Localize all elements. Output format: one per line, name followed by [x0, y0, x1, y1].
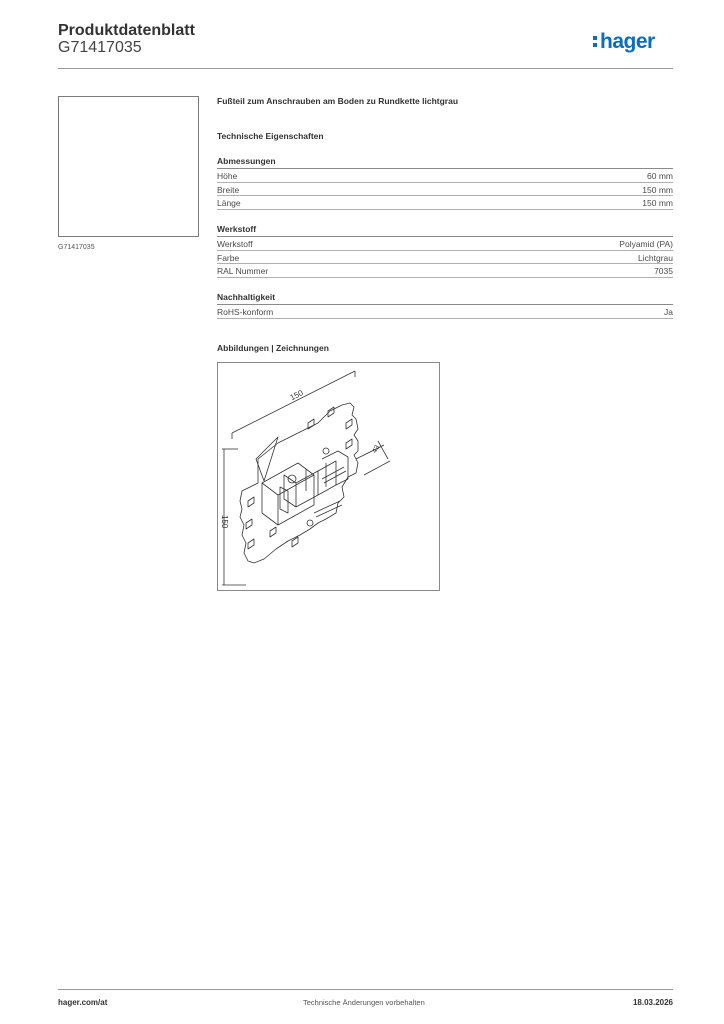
technical-properties-heading: Technische Eigenschaften: [217, 131, 324, 141]
row-label: RoHS-konform: [217, 307, 274, 317]
section-material: [217, 224, 673, 278]
drawings-heading: Abbildungen | Zeichnungen: [217, 343, 329, 353]
row-label: Höhe: [217, 171, 238, 181]
row-value: 150 mm: [642, 184, 673, 195]
table-row: [217, 183, 673, 197]
row-value: Lichtgrau: [638, 252, 673, 263]
table-row: [217, 169, 673, 183]
row-value: Polyamid (PA): [619, 239, 673, 249]
product-number: G71417035: [58, 39, 142, 56]
section-sustainability: [217, 292, 673, 319]
dimension-label-height: 150: [220, 515, 229, 529]
row-label: Länge: [217, 198, 241, 208]
row-label: Werkstoff: [217, 239, 253, 249]
dimension-label-side: 43: [371, 444, 382, 455]
footer-divider: [58, 989, 673, 990]
product-description: Fußteil zum Anschrauben am Boden zu Rundkette lichtgrau: [217, 96, 459, 106]
header-divider: [58, 68, 673, 69]
table-row: [217, 237, 673, 251]
table-row: [217, 305, 673, 319]
section-title: Nachhaltigkeit: [217, 292, 276, 302]
product-image-caption: G71417035: [58, 244, 95, 251]
row-value: 60 mm: [647, 171, 673, 181]
section-title: Werkstoff: [217, 224, 257, 234]
row-label: RAL Nummer: [217, 266, 269, 276]
footer-website-link[interactable]: hager.com/at: [58, 998, 108, 1007]
table-row: [217, 196, 673, 210]
hager-logo: [592, 29, 674, 55]
row-label: Breite: [217, 184, 240, 195]
row-value: 7035: [654, 266, 673, 276]
section-dimensions: [217, 156, 673, 210]
table-row: [217, 251, 673, 265]
table-row: [217, 264, 673, 278]
footer-date: 18.03.2026: [632, 998, 673, 1007]
row-label: Farbe: [217, 252, 240, 263]
row-value: Ja: [664, 307, 673, 317]
technical-drawing-illustration: [218, 363, 441, 592]
product-image-placeholder: [58, 96, 199, 237]
technical-drawing: [217, 362, 440, 591]
footer-notice: Technische Änderungen vorbehalten: [303, 998, 425, 1007]
row-value: 150 mm: [642, 198, 673, 208]
dimension-label-width: 150: [288, 388, 305, 403]
section-title: Abmessungen: [217, 156, 276, 166]
page-title: Produktdatenblatt: [58, 22, 195, 39]
hager-logo-text: hager: [600, 30, 655, 53]
